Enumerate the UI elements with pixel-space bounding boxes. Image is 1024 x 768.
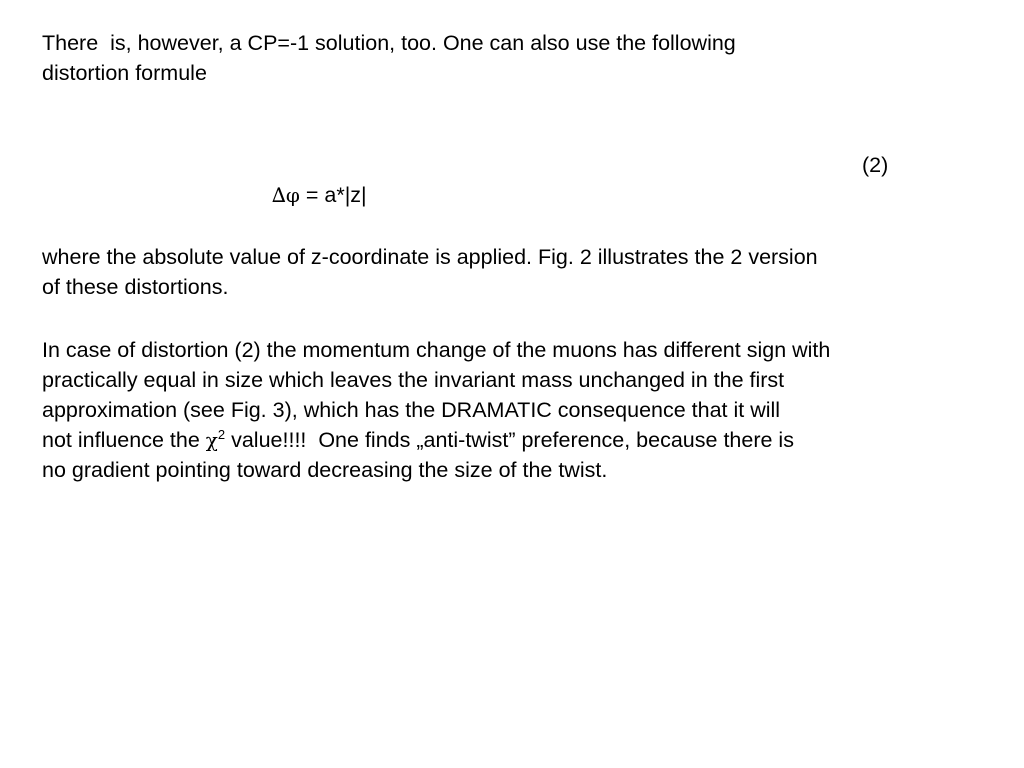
- para1-line2: distortion formule: [42, 61, 207, 85]
- chi-symbol: χ: [205, 428, 218, 452]
- para3-line5: no gradient pointing toward decreasing the size of the twist.: [42, 458, 608, 482]
- para3-line3: approximation (see Fig. 3), which has the DRAMATIC consequence that it will: [42, 398, 781, 422]
- para2-line2: of these distortions.: [42, 275, 229, 299]
- delta-symbol: ∆: [271, 183, 286, 207]
- equation-rhs: = a*|z|: [299, 183, 367, 207]
- para3-line4-post: value!!!! One finds „anti-twist” preference, because there is: [225, 428, 794, 452]
- equation: [248, 150, 367, 240]
- para3-line2: practically equal in size which leaves the invariant mass unchanged in the first: [42, 368, 785, 392]
- para3-line4-pre: not influence the: [42, 428, 206, 452]
- para3-line1: In case of distortion (2) the momentum change of the muons has different sign with: [42, 338, 831, 362]
- para2-line1: where the absolute value of z-coordinate is applied. Fig. 2 illustrates the 2 version: [42, 245, 818, 269]
- phi-symbol: φ: [285, 183, 300, 207]
- para3-line4: [42, 425, 794, 455]
- equation-number: (2): [862, 153, 889, 177]
- para1-line1: There is, however, a CP=-1 solution, too. One can also use the following: [42, 31, 736, 55]
- chi-superscript: 2: [217, 427, 226, 442]
